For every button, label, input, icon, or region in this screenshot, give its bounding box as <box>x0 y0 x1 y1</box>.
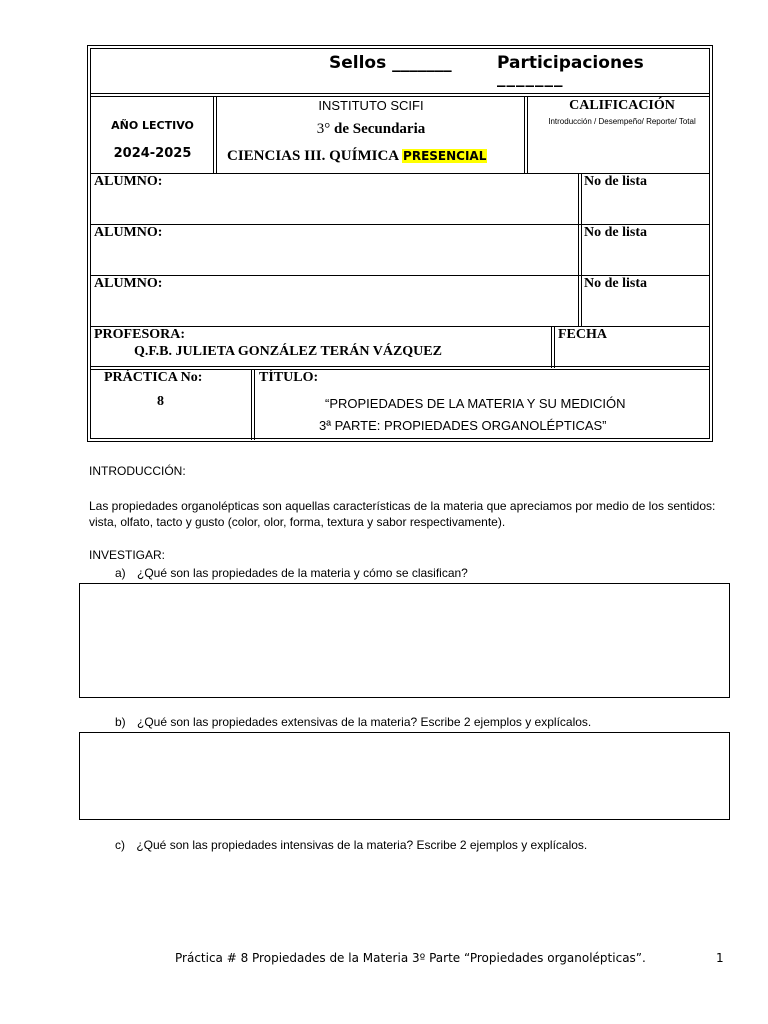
question-text: ¿Qué son las propiedades intensivas de la materia? Escribe 2 ejemplos y explícalos. <box>136 838 588 852</box>
divider <box>578 225 582 276</box>
no-lista-label: No de lista <box>584 174 647 189</box>
alumno-label: ALUMNO: <box>94 225 163 240</box>
calificacion-label: CALIFICACIÓN <box>569 98 675 113</box>
question-text: ¿Qué son las propiedades de la materia y cómo se clasifican? <box>137 566 468 580</box>
fecha-label: FECHA <box>558 327 607 342</box>
divider <box>251 370 255 440</box>
question-marker: a) <box>115 566 126 580</box>
student-row <box>91 225 709 275</box>
participaciones-text: Participaciones <box>497 53 644 73</box>
profesora-label: PROFESORA: <box>94 327 185 342</box>
divider <box>578 174 582 225</box>
instituto-name: INSTITUTO SCIFI <box>318 98 424 113</box>
divider <box>213 97 217 174</box>
divider <box>551 327 555 368</box>
alumno-label: ALUMNO: <box>94 276 163 291</box>
no-lista-label: No de lista <box>584 225 647 240</box>
no-lista-label: No de lista <box>584 276 647 291</box>
question-marker: c) <box>115 838 125 852</box>
divider <box>91 93 709 94</box>
school-info-row <box>91 97 721 174</box>
header-table-inner <box>90 48 710 439</box>
teacher-row <box>91 327 709 368</box>
alumno-label: ALUMNO: <box>94 174 163 189</box>
intro-text: Las propiedades organolépticas son aquellas características de la materia que apreciamos por medio de los sentidos: vista, olfato, tacto y gusto (color, olor, forma, textura y sabor respectivamente). <box>89 499 716 529</box>
divider <box>524 97 528 174</box>
question-c <box>115 838 587 852</box>
page-footer: Práctica # 8 Propiedades de la Materia 3º Parte “Propiedades organolépticas”. <box>175 951 646 965</box>
ano-lectivo-label: AÑO LECTIVO <box>111 119 194 132</box>
question-text: ¿Qué son las propiedades extensivas de la materia? Escribe 2 ejemplos y explícalos. <box>137 715 592 729</box>
grado-label <box>218 121 524 138</box>
divider <box>578 276 582 326</box>
header-table <box>87 45 713 442</box>
practice-row <box>91 370 709 440</box>
practica-label: PRÁCTICA No: <box>104 370 203 385</box>
grado-text: de Secundaria <box>333 121 426 137</box>
participaciones-line: _______ <box>497 68 564 88</box>
modalidad-badge: PRESENCIAL <box>403 149 487 163</box>
answer-box-b[interactable] <box>79 732 730 820</box>
question-a <box>115 566 468 580</box>
materia-name: CIENCIAS III. QUÍMICA <box>227 148 399 164</box>
question-marker: b) <box>115 715 126 729</box>
page-number: 1 <box>716 951 724 965</box>
titulo-line-2: 3ª PARTE: PROPIEDADES ORGANOLÉPTICAS” <box>319 418 607 433</box>
intro-heading: INTRODUCCIÓN: <box>89 464 186 478</box>
grado-number: 3° <box>316 121 331 137</box>
divider <box>91 366 709 367</box>
participaciones-label <box>497 53 657 88</box>
practica-number: 8 <box>157 394 164 409</box>
ano-lectivo-value: 2024-2025 <box>113 146 192 161</box>
investigar-heading: INVESTIGAR: <box>89 548 166 562</box>
student-row <box>91 276 709 326</box>
titulo-line-1: “PROPIEDADES DE LA MATERIA Y SU MEDICIÓN <box>325 396 626 411</box>
profesora-name: Q.F.B. JULIETA GONZÁLEZ TERÁN VÁZQUEZ <box>134 344 442 359</box>
titulo-label: TÍTULO: <box>259 370 319 385</box>
question-b <box>115 715 591 729</box>
student-row <box>91 174 709 224</box>
answer-box-a[interactable] <box>79 583 730 698</box>
materia-label <box>227 148 487 165</box>
calificacion-subtitle: Introducción / Desempeño/ Reporte/ Total <box>548 117 696 126</box>
sellos-label: Sellos _______ <box>329 53 452 73</box>
